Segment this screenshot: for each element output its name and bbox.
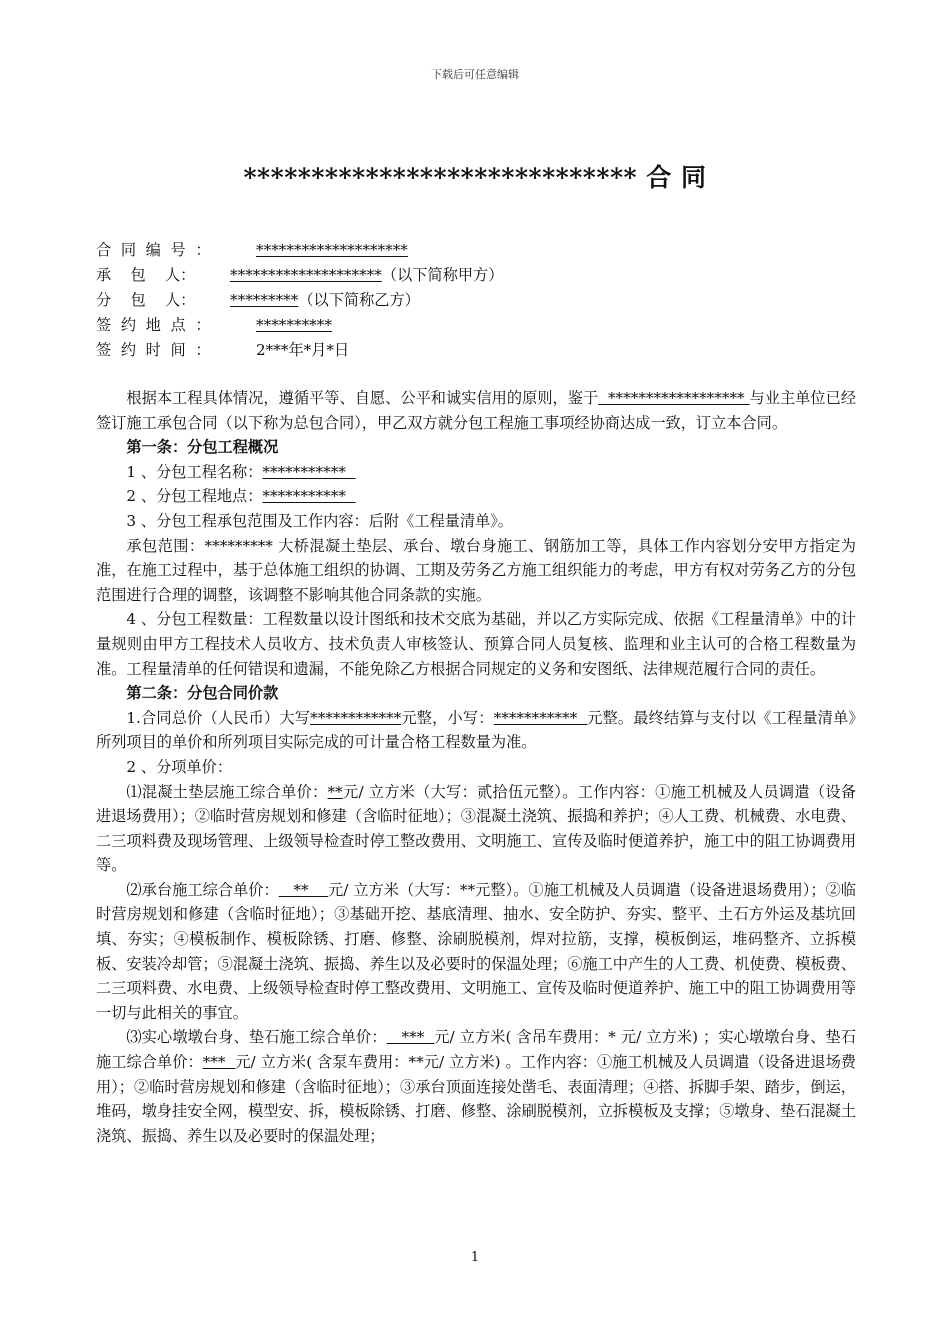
filled-blank: *** (202, 1053, 236, 1072)
page-number: 1 (470, 1250, 480, 1265)
meta-suffix: （以下简称甲方） (381, 266, 504, 284)
meta-label: 承 包 人： (96, 266, 196, 284)
body-paragraph (96, 460, 856, 485)
text-run: 根据本工程具体情况，遵循平等、自愿、公平和诚实信用的原则，鉴于 (126, 389, 599, 407)
meta-value: ******************** (256, 241, 408, 259)
meta-signing-date (96, 338, 856, 363)
filled-blank: ** (327, 782, 343, 801)
text-run: 3 、分包工程承包范围及工作内容：后附《工程量清单》。 (126, 511, 513, 530)
body-paragraph (96, 534, 856, 608)
text-run: 2 、分包工程地点： (126, 487, 263, 506)
page-header-note: 下载后可任意编辑 (431, 68, 519, 81)
text-run: 第一条：分包工程概况 (126, 438, 279, 457)
text-run: ⑶实心墩墩台身、垫石施工综合单价： (126, 1028, 387, 1047)
text-run: 元/ 立方米（大写：贰拾伍元整）。工作内容：①施工机械及人员调遣（设备进退场费用）；②临时营房规划和修建（含临时征地）；③混凝土浇筑、振捣和养护；④人工费、机械费、水电费、二三项料费及现场管理、上级领导检查时停工整改费用、文明施工、宣传及临时便道养护，施工中的阻工协调费用等。 (96, 782, 856, 875)
text-run: 4 、分包工程数量：工程数量以设计图纸和技术交底为基础，并以乙方实际完成、依据《工程量清单》中的计量规则由甲方工程技术人员收方、技术负责人审核签认、预算合同人员复核、监理和业主认可的合格工程数量为准。工程量清单的任何错误和遗漏，不能免除乙方根据合同规定的义务和安图纸、法律规范履行合同的责任。 (96, 610, 856, 678)
contract-body (96, 386, 856, 1148)
body-paragraph (96, 484, 856, 509)
filled-blank: *********** (262, 462, 356, 481)
text-run: 与业主单位已经签订施工承包合同（以下称为总包合同），甲乙双方就分包工程施工事项经协商达成一致，订立本合同。 (96, 389, 857, 432)
document-title: ***************************** 合 同 (243, 163, 707, 192)
text-run: 承包范围：********* 大桥混凝土垫层、承台、墩台身施工、钢筋加工等，具体工作内容划分安甲方指定为准，在施工过程中，基于总体施工组织的协调、工期及劳务乙方施工组织能力的考虑，甲方有权对劳务乙方的分包范围进行合理的调整，该调整不影响其他合同条款的实施。 (96, 536, 856, 604)
text-run: 元/ 立方米( 含吊车费用：* 元/ 立方米) ；实心墩墩台身、垫石施工综合单价： (96, 1028, 857, 1072)
text-run: 2 、分项单价： (126, 757, 233, 776)
filled-blank: *********** (493, 708, 588, 727)
meta-label: 合 同 编 号 ： (96, 241, 211, 259)
body-paragraph (96, 878, 856, 1026)
meta-value: ********** (256, 316, 332, 334)
text-run: ⑵承台施工综合单价： (126, 880, 279, 899)
meta-subcontractor (96, 288, 856, 313)
body-paragraph (96, 1025, 856, 1148)
text-run: 元整。最终结算与支付以《工程量清单》所列项目的单价和所列项目实际完成的可计量合格工程数量为准。 (96, 708, 857, 752)
body-paragraph (96, 607, 856, 681)
text-run: 元/ 立方米( 含泵车费用：**元/ 立方米) 。工作内容：①施工机械及人员调遣（设备进退场费用）；②临时营房规划和修建（含临时征地）；③承台顶面连接处凿毛、表面清理；④搭、拆脚手架、踏步，倒运，堆码，墩身挂安全网，模型安、拆，模板除锈、打磨、修整、涂刷脱模剂，立拆模板及支撑；⑤墩身、垫石混凝土浇筑、振捣、养生以及必要时的保温处理； (96, 1053, 856, 1145)
contract-meta (96, 238, 856, 363)
meta-value: ******************** (230, 266, 382, 284)
text-run: 元整，小写： (401, 708, 494, 727)
body-paragraph (96, 755, 856, 780)
body-paragraph (96, 706, 856, 755)
meta-label: 分 包 人： (96, 291, 196, 309)
text-run: 元/ 立方米（大写：**元整）。①施工机械及人员调遣（设备进退场费用）；②临时营房规划和修建（含临时征地）；③基础开挖、基底清理、抽水、安全防护、夯实、整平、土石方外运及基坑回填、夯实；④模板制作、模板除锈、打磨、修整、涂刷脱模剂，焊对拉筋，支撑，模板倒运，堆码整齐、立拆模板、安装冷却管；⑤混凝土浇筑、振捣、养生以及必要时的保温处理；⑥施工中产生的人工费、机使费、模板费、二三项料费、水电费、上级领导检查时停工整改费用、文明施工、宣传及临时便道养护、施工中的阻工协调费用等一切与此相关的事宜。 (96, 880, 856, 1022)
filled-blank: *** (386, 1028, 435, 1047)
meta-contract-number (96, 238, 856, 263)
body-paragraph (96, 780, 856, 878)
section-heading (96, 681, 856, 706)
meta-label: 签 约 时 间 ： (96, 341, 211, 359)
body-paragraph (96, 509, 856, 534)
meta-value: 2***年*月*日 (256, 341, 350, 359)
meta-value: ********* (230, 291, 299, 309)
meta-signing-place (96, 313, 856, 338)
text-run: 第二条：分包合同价款 (126, 684, 279, 703)
filled-blank: ************ (310, 708, 402, 727)
filled-blank: ** (278, 880, 329, 899)
text-run: ⑴混凝土垫层施工综合单价： (126, 782, 328, 801)
filled-blank: *********** (262, 487, 356, 506)
section-heading (96, 435, 856, 460)
meta-contractor (96, 263, 856, 288)
body-paragraph (96, 386, 856, 435)
filled-blank: ****************** (598, 389, 750, 407)
text-run: 1 、分包工程名称： (126, 462, 263, 481)
text-run: 1.合同总价（人民币）大写 (126, 708, 311, 727)
meta-label: 签 约 地 点 ： (96, 316, 211, 334)
meta-suffix: （以下简称乙方） (298, 291, 420, 309)
